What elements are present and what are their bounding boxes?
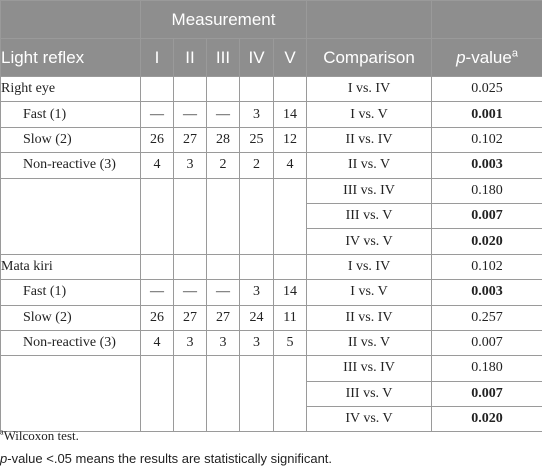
pvalue-header — [432, 39, 542, 77]
empty-cell — [240, 356, 274, 432]
pvalue-cell: 0.007 — [432, 203, 542, 228]
comparison-cell: III vs. IV — [307, 178, 432, 203]
comparison-header: Comparison — [307, 39, 432, 77]
comparison-cell: III vs. V — [307, 381, 432, 406]
measurement-col-header: IV — [240, 39, 274, 77]
table-row — [1, 305, 542, 330]
count-cell: 24 — [240, 305, 274, 330]
count-cell: — — [207, 280, 240, 305]
count-cell: 4 — [274, 153, 307, 178]
count-cell: 2 — [207, 153, 240, 178]
measurement-col-header: I — [141, 39, 174, 77]
comparison-cell: II vs. V — [307, 330, 432, 355]
table-row — [1, 280, 542, 305]
comparison-cell: I vs. IV — [307, 254, 432, 279]
empty-cell — [141, 77, 174, 102]
reflex-label: Slow (2) — [1, 305, 141, 330]
pvalue-cell: 0.001 — [432, 102, 542, 127]
footnote-wilcoxon — [0, 428, 79, 444]
count-cell: 5 — [274, 330, 307, 355]
table-header — [1, 1, 542, 77]
footnote-marker: a — [0, 427, 4, 437]
pvalue-cell: 0.007 — [432, 330, 542, 355]
pvalue-p: p — [456, 47, 466, 67]
count-cell: 3 — [240, 280, 274, 305]
count-cell: 3 — [207, 330, 240, 355]
table-row — [1, 153, 542, 178]
comparison-cell: IV vs. V — [307, 229, 432, 254]
empty-cell — [207, 254, 240, 279]
count-cell: — — [207, 102, 240, 127]
pvalue-cell: 0.102 — [432, 127, 542, 152]
comparison-cell: I vs. V — [307, 102, 432, 127]
pvalue-cell: 0.003 — [432, 280, 542, 305]
count-cell: 27 — [174, 305, 207, 330]
empty-cell — [141, 254, 174, 279]
empty-cell — [240, 178, 274, 254]
count-cell: 3 — [240, 102, 274, 127]
header-blank-comparison — [307, 1, 432, 39]
comparison-cell: II vs. IV — [307, 305, 432, 330]
pvalue-cell: 0.025 — [432, 77, 542, 102]
reflex-label: Fast (1) — [1, 280, 141, 305]
empty-cell — [274, 178, 307, 254]
reflex-label: Slow (2) — [1, 127, 141, 152]
empty-cell — [207, 356, 240, 432]
empty-cell — [141, 356, 174, 432]
group-label: Right eye — [1, 77, 141, 102]
table-row — [1, 127, 542, 152]
pvalue-cell: 0.102 — [432, 254, 542, 279]
table-row — [1, 330, 542, 355]
reflex-label: Non-reactive (3) — [1, 153, 141, 178]
table-row — [1, 77, 542, 102]
count-cell: 3 — [240, 330, 274, 355]
empty-cell — [174, 254, 207, 279]
table-row — [1, 178, 542, 203]
measurement-col-header: II — [174, 39, 207, 77]
pvalue-cell: 0.180 — [432, 178, 542, 203]
reflex-label: Fast (1) — [1, 102, 141, 127]
empty-cell — [240, 77, 274, 102]
empty-cell — [1, 356, 141, 432]
count-cell: 26 — [141, 127, 174, 152]
empty-cell — [207, 77, 240, 102]
empty-cell — [274, 356, 307, 432]
empty-cell — [141, 178, 174, 254]
empty-cell — [207, 178, 240, 254]
pvalue-cell: 0.003 — [432, 153, 542, 178]
count-cell: 3 — [174, 330, 207, 355]
header-blank-left — [1, 1, 141, 39]
empty-cell — [274, 77, 307, 102]
count-cell: 28 — [207, 127, 240, 152]
comparison-cell: III vs. IV — [307, 356, 432, 381]
group-label: Mata kiri — [1, 254, 141, 279]
empty-cell — [1, 178, 141, 254]
count-cell: — — [174, 280, 207, 305]
pvalue-cell: 0.007 — [432, 381, 542, 406]
footnote-significance — [0, 451, 332, 466]
count-cell: 26 — [141, 305, 174, 330]
count-cell: 12 — [274, 127, 307, 152]
count-cell: 14 — [274, 102, 307, 127]
comparison-cell: IV vs. V — [307, 407, 432, 432]
table-body — [1, 77, 542, 432]
reflex-label: Non-reactive (3) — [1, 330, 141, 355]
measurement-col-header: V — [274, 39, 307, 77]
comparison-cell: I vs. IV — [307, 77, 432, 102]
footnote-significance-text: -value <.05 means the results are statistically significant. — [7, 451, 333, 466]
count-cell: 2 — [240, 153, 274, 178]
empty-cell — [174, 77, 207, 102]
comparison-cell: II vs. V — [307, 153, 432, 178]
measurement-header: Measurement — [141, 1, 307, 39]
comparison-cell: I vs. V — [307, 280, 432, 305]
comparison-cell: III vs. V — [307, 203, 432, 228]
count-cell: 25 — [240, 127, 274, 152]
count-cell: — — [174, 102, 207, 127]
count-cell: 4 — [141, 153, 174, 178]
empty-cell — [240, 254, 274, 279]
count-cell: 14 — [274, 280, 307, 305]
comparison-cell: II vs. IV — [307, 127, 432, 152]
pvalue-cell: 0.020 — [432, 407, 542, 432]
pvalue-superscript: a — [511, 46, 518, 59]
pvalue-cell: 0.257 — [432, 305, 542, 330]
header-blank-pvalue — [432, 1, 542, 39]
count-cell: — — [141, 280, 174, 305]
table-row — [1, 254, 542, 279]
table-row — [1, 356, 542, 381]
empty-cell — [274, 254, 307, 279]
pvalue-cell: 0.180 — [432, 356, 542, 381]
table-row — [1, 102, 542, 127]
measurement-col-header: III — [207, 39, 240, 77]
count-cell: 4 — [141, 330, 174, 355]
light-reflex-header: Light reflex — [1, 39, 141, 77]
footnote-p: p — [0, 451, 8, 466]
count-cell: 11 — [274, 305, 307, 330]
count-cell: 3 — [174, 153, 207, 178]
count-cell: 27 — [174, 127, 207, 152]
count-cell: 27 — [207, 305, 240, 330]
pvalue-cell: 0.020 — [432, 229, 542, 254]
pvalue-word: -value — [465, 47, 512, 67]
empty-cell — [174, 178, 207, 254]
footnote-wilcoxon-text: Wilcoxon test. — [3, 428, 79, 443]
count-cell: — — [141, 102, 174, 127]
empty-cell — [174, 356, 207, 432]
